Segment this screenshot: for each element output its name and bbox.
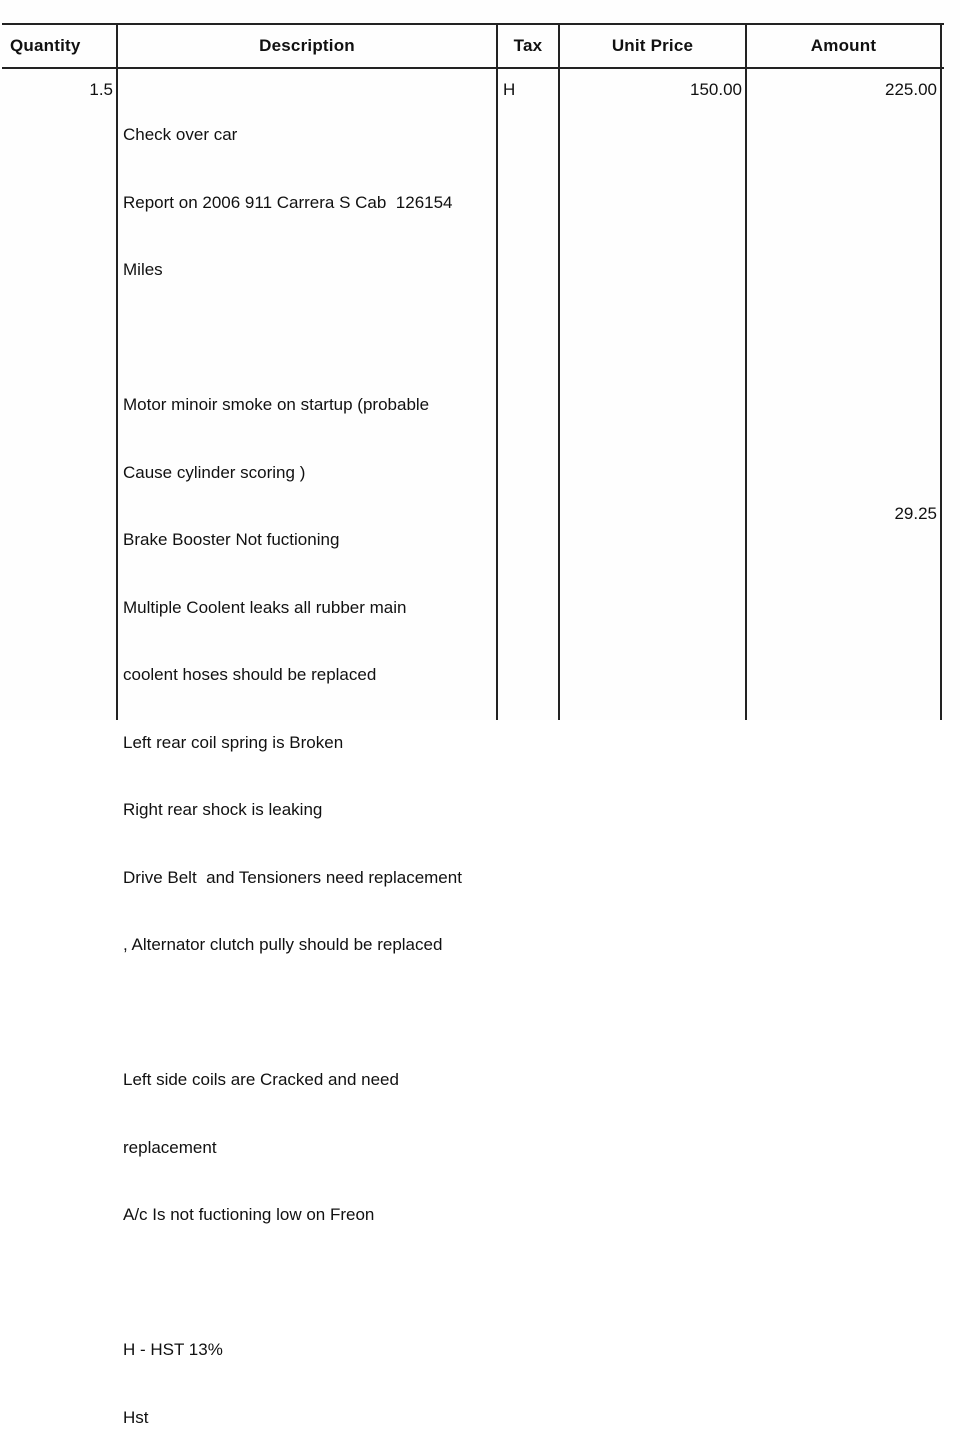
row-1-quantity: 1.5 [89, 80, 113, 99]
blank-line [123, 327, 495, 350]
description-line: Left rear coil spring is Broken [123, 732, 344, 752]
blank-line [123, 1272, 495, 1295]
row-2-amount: 29.25 [894, 504, 937, 523]
description-line: Cause cylinder scoring ) [123, 462, 306, 482]
description-line: Hst [123, 1407, 149, 1427]
description-line: Motor minoir smoke on startup (probable [123, 395, 430, 414]
description-line: Drive Belt and Tensioners need replacement [123, 867, 462, 887]
row-1-unit-price: 150.00 [690, 80, 742, 99]
description-line: H - HST 13% [123, 1340, 223, 1359]
header-amount: Amount [810, 36, 877, 55]
description-line: Miles [123, 260, 163, 279]
row-1-amount: 225.00 [885, 80, 937, 99]
header-quantity: Quantity [10, 36, 81, 55]
description-line: Report on 2006 911 Carrera S Cab 126154 [123, 192, 453, 212]
table-right-border [940, 23, 942, 720]
column-divider [116, 23, 118, 720]
column-divider [558, 23, 560, 720]
description-line: Multiple Coolent leaks all rubber main [123, 597, 407, 617]
row-1-tax: H [503, 80, 516, 99]
header-description: Description [259, 36, 355, 55]
row-1-description [123, 79, 495, 1440]
description-line: A/c Is not fuctioning low on Freon [123, 1205, 375, 1224]
description-line: replacement [123, 1137, 217, 1157]
column-divider [745, 23, 747, 720]
header-tax: Tax [513, 36, 543, 55]
description-line: Check over car [123, 125, 238, 144]
description-line: Right rear shock is leaking [123, 800, 323, 819]
column-divider [496, 23, 498, 720]
description-line: coolent hoses should be replaced [123, 665, 377, 684]
header-unit-price: Unit Price [611, 36, 694, 55]
blank-line [123, 1002, 495, 1025]
description-line: , Alternator clutch pully should be replaced [123, 935, 443, 954]
description-line: Left side coils are Cracked and need [123, 1070, 399, 1089]
description-line: Brake Booster Not fuctioning [123, 530, 340, 549]
